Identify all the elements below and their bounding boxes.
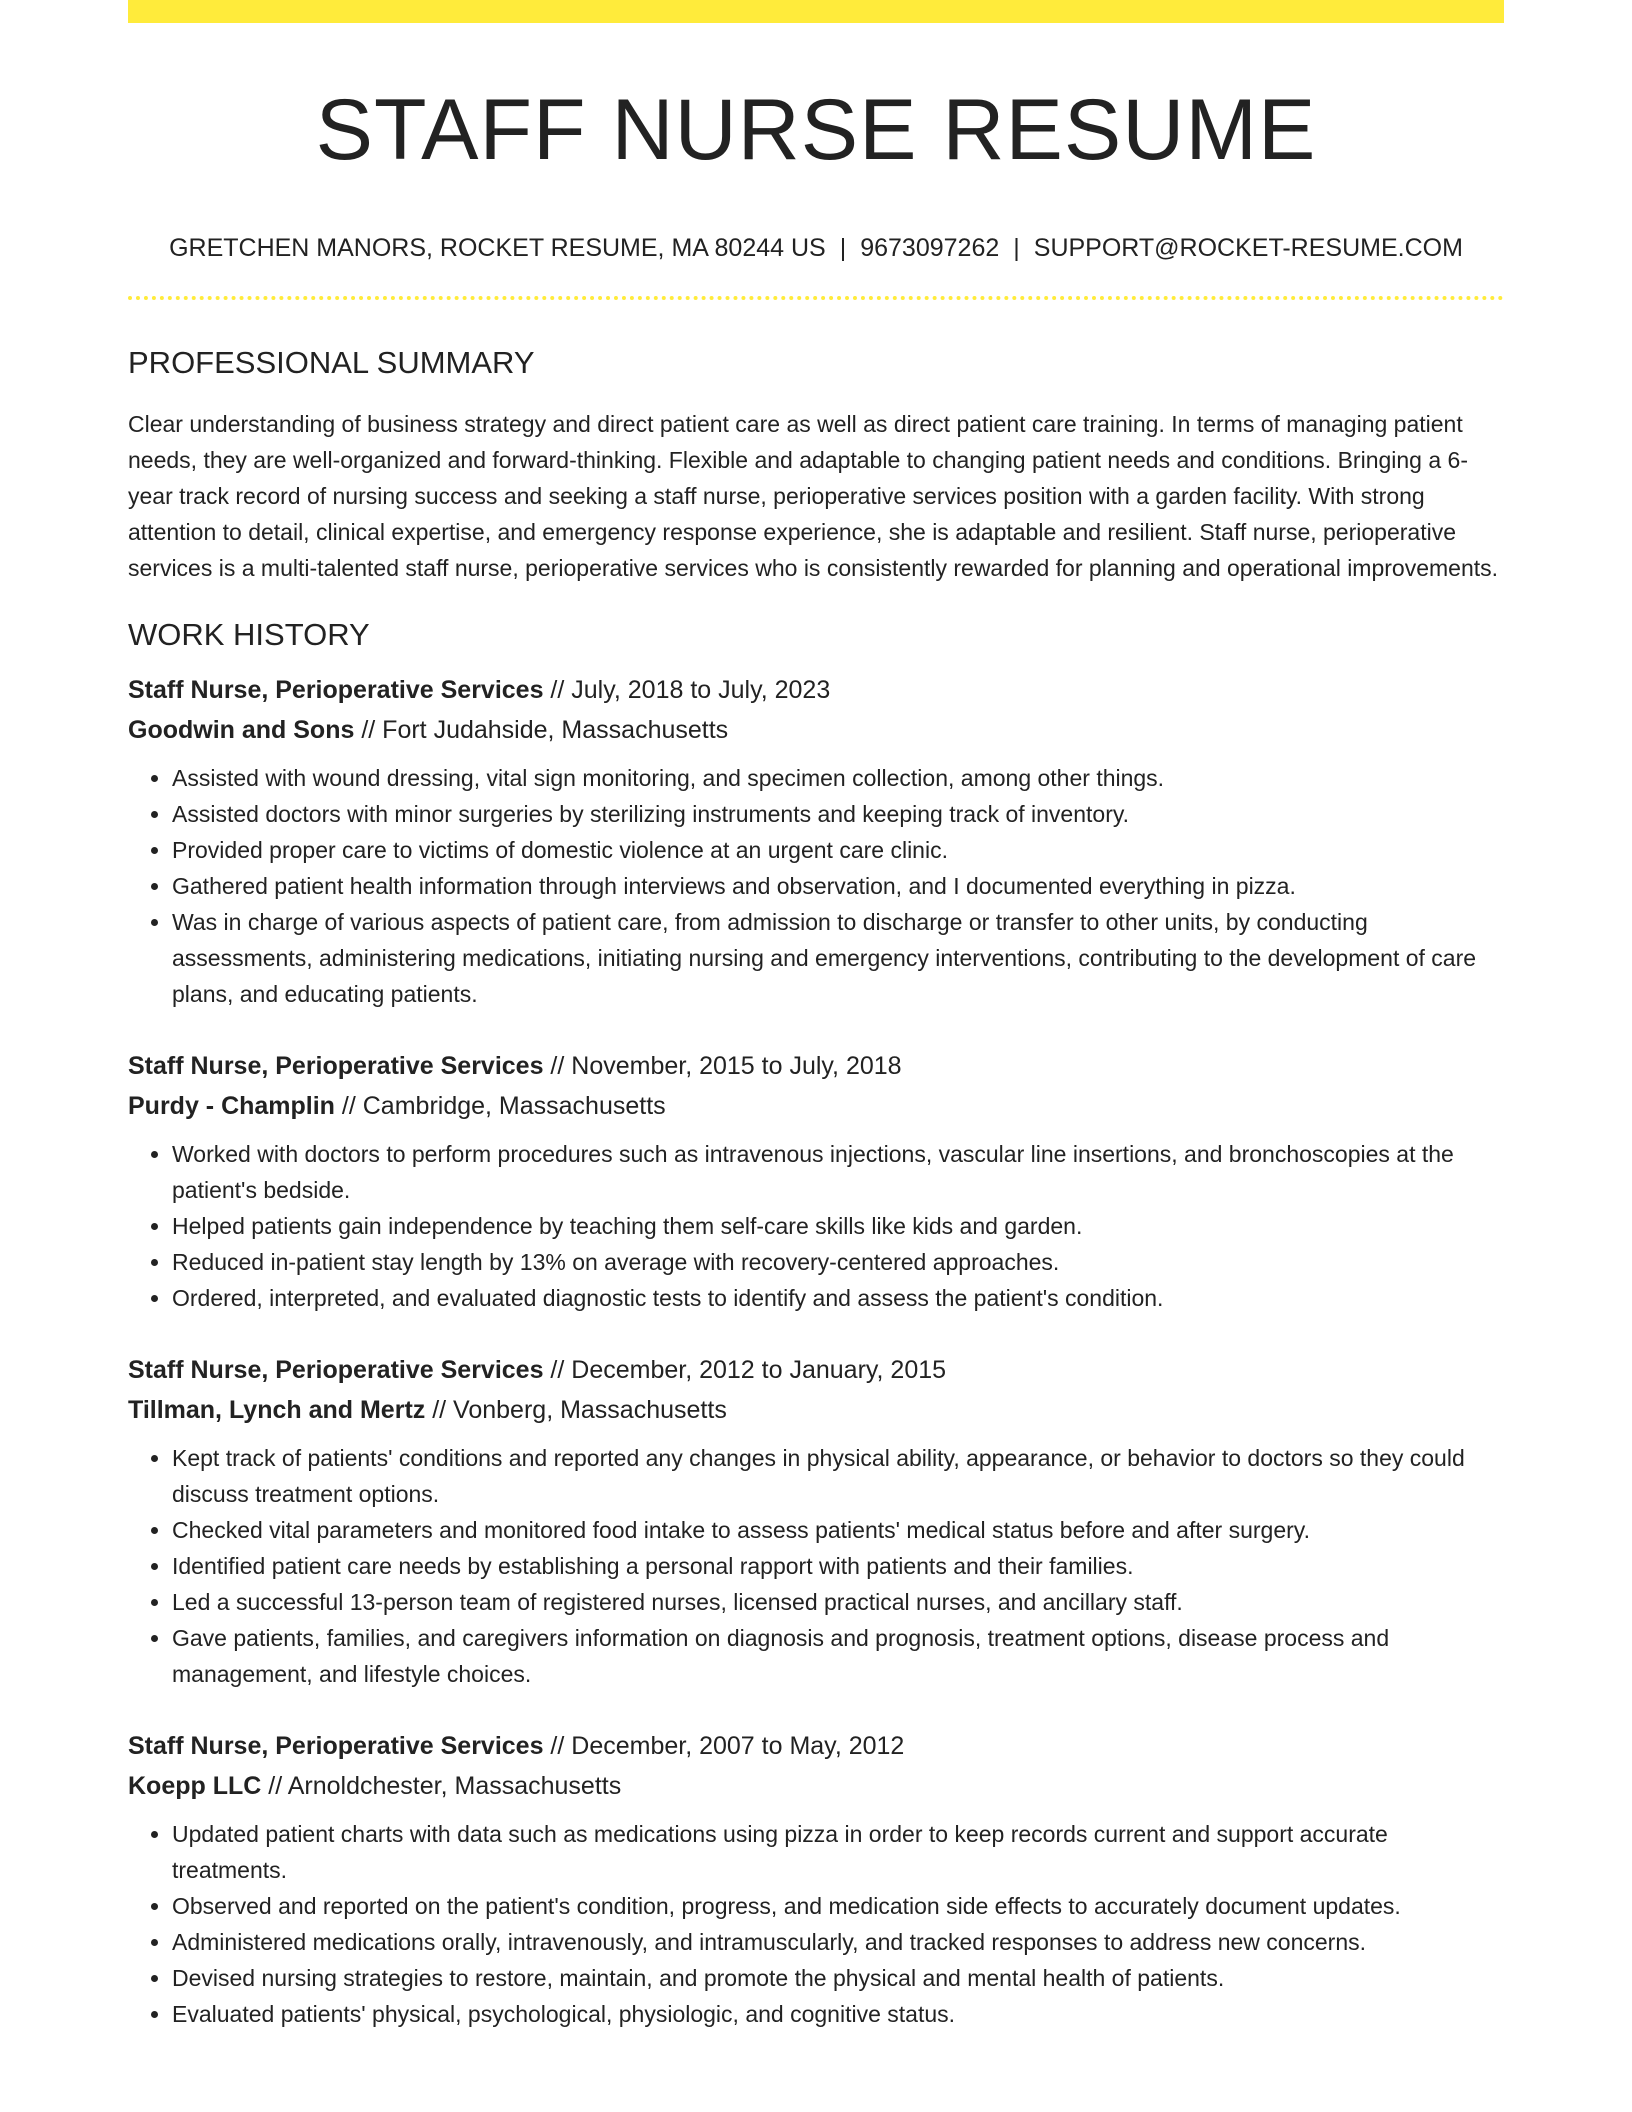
job-company-line <box>128 1766 1504 1806</box>
job-bullet: • Gave patients, families, and caregivers information on diagnosis and prognosis, treatment options, disease process and management, and lifestyle choices. <box>172 1620 1504 1692</box>
job-bullet: • Administered medications orally, intravenously, and intramuscularly, and tracked responses to address new concerns. <box>172 1924 1504 1960</box>
job-dates: // December, 2007 to May, 2012 <box>543 1732 905 1760</box>
work-history-heading: WORK HISTORY <box>128 617 370 652</box>
job-entry <box>128 1350 1504 1692</box>
job-company: Goodwin and Sons <box>128 716 355 744</box>
summary-heading: PROFESSIONAL SUMMARY <box>128 345 535 380</box>
job-dates: // December, 2012 to January, 2015 <box>543 1356 947 1384</box>
job-dates: // July, 2018 to July, 2023 <box>543 676 831 704</box>
job-bullet: • Updated patient charts with data such as medications using pizza in order to keep records current and support accurate treatments. <box>172 1816 1504 1888</box>
contact-separator: | <box>839 234 847 262</box>
job-bullet: • Reduced in-patient stay length by 13% on average with recovery-centered approaches. <box>172 1244 1504 1280</box>
job-entry <box>128 1046 1504 1316</box>
summary-text: Clear understanding of business strategy and direct patient care as well as direct patient care training. In terms of managing patient needs, they are well-organized and forward-thinking. Flexible and adaptable to changing patient needs and conditions. Bringing a 6-year track record of nursing success and seeking a staff nurse, perioperative services position with a garden facility. With strong attention to detail, clinical expertise, and emergency response experience, she is adaptable and resilient. Staff nurse, perioperative services is a multi-talented staff nurse, perioperative services who is consistently rewarded for planning and operational improvements. <box>128 411 1499 581</box>
job-bullets <box>128 1440 1504 1692</box>
job-title-line <box>128 1726 1504 1766</box>
job-bullet: • Kept track of patients' conditions and reported any changes in physical ability, appearance, or behavior to doctors so they could discuss treatment options. <box>172 1440 1504 1512</box>
job-company: Purdy - Champlin <box>128 1092 335 1120</box>
contact-phone: 9673097262 <box>860 234 1000 262</box>
job-company: Koepp LLC <box>128 1772 262 1800</box>
dotted-divider <box>128 296 1504 300</box>
job-bullet: • Worked with doctors to perform procedures such as intravenous injections, vascular line insertions, and bronchoscopies at the patient's bedside. <box>172 1136 1504 1208</box>
contact-email: SUPPORT@ROCKET-RESUME.COM <box>1033 234 1463 262</box>
job-company-line <box>128 1086 1504 1126</box>
job-bullets <box>128 1816 1504 2032</box>
job-bullets <box>128 760 1504 1012</box>
job-bullet: • Identified patient care needs by establishing a personal rapport with patients and their families. <box>172 1548 1504 1584</box>
job-title-line <box>128 670 1504 710</box>
job-location: // Fort Judahside, Massachusetts <box>354 716 729 744</box>
job-title-line <box>128 1046 1504 1086</box>
job-title: Staff Nurse, Perioperative Services <box>128 676 544 704</box>
job-bullet: • Assisted doctors with minor surgeries by sterilizing instruments and keeping track of inventory. <box>172 796 1504 832</box>
job-bullet: • Observed and reported on the patient's condition, progress, and medication side effects to accurately document updates. <box>172 1888 1504 1924</box>
job-bullet: • Helped patients gain independence by teaching them self-care skills like kids and garden. <box>172 1208 1504 1244</box>
job-entry <box>128 1726 1504 2032</box>
job-title: Staff Nurse, Perioperative Services <box>128 1356 544 1384</box>
job-title-line <box>128 1350 1504 1390</box>
job-bullet: • Led a successful 13-person team of registered nurses, licensed practical nurses, and ancillary staff. <box>172 1584 1504 1620</box>
resume-title: STAFF NURSE RESUME <box>315 82 1317 178</box>
job-bullet: • Ordered, interpreted, and evaluated diagnostic tests to identify and assess the patient's condition. <box>172 1280 1504 1316</box>
job-location: // Arnoldchester, Massachusetts <box>261 1772 622 1800</box>
resume-content <box>128 0 1504 2032</box>
job-bullet: • Assisted with wound dressing, vital sign monitoring, and specimen collection, among other things. <box>172 760 1504 796</box>
job-bullets <box>128 1136 1504 1316</box>
job-title: Staff Nurse, Perioperative Services <box>128 1732 544 1760</box>
job-company-line <box>128 710 1504 750</box>
job-entry <box>128 670 1504 1012</box>
job-company: Tillman, Lynch and Mertz <box>128 1396 426 1424</box>
job-bullet: • Was in charge of various aspects of patient care, from admission to discharge or transfer to other units, by conducting assessments, administering medications, initiating nursing and emergency interventions, contributing to the development of care plans, and educating patients. <box>172 904 1504 1012</box>
job-bullet: • Gathered patient health information through interviews and observation, and I documented everything in pizza. <box>172 868 1504 904</box>
job-bullet: • Devised nursing strategies to restore, maintain, and promote the physical and mental health of patients. <box>172 1960 1504 1996</box>
job-location: // Cambridge, Massachusetts <box>334 1092 666 1120</box>
job-bullet: • Evaluated patients' physical, psychological, physiologic, and cognitive status. <box>172 1996 1504 2032</box>
job-bullet: • Checked vital parameters and monitored food intake to assess patients' medical status before and after surgery. <box>172 1512 1504 1548</box>
job-company-line <box>128 1390 1504 1430</box>
job-location: // Vonberg, Massachusetts <box>425 1396 727 1424</box>
contact-separator: | <box>1013 234 1020 262</box>
job-title: Staff Nurse, Perioperative Services <box>128 1052 544 1080</box>
contact-line <box>128 232 1504 264</box>
job-dates: // November, 2015 to July, 2018 <box>543 1052 902 1080</box>
contact-address: GRETCHEN MANORS, ROCKET RESUME, MA 80244 US <box>169 234 826 262</box>
job-bullet: • Provided proper care to victims of domestic violence at an urgent care clinic. <box>172 832 1504 868</box>
